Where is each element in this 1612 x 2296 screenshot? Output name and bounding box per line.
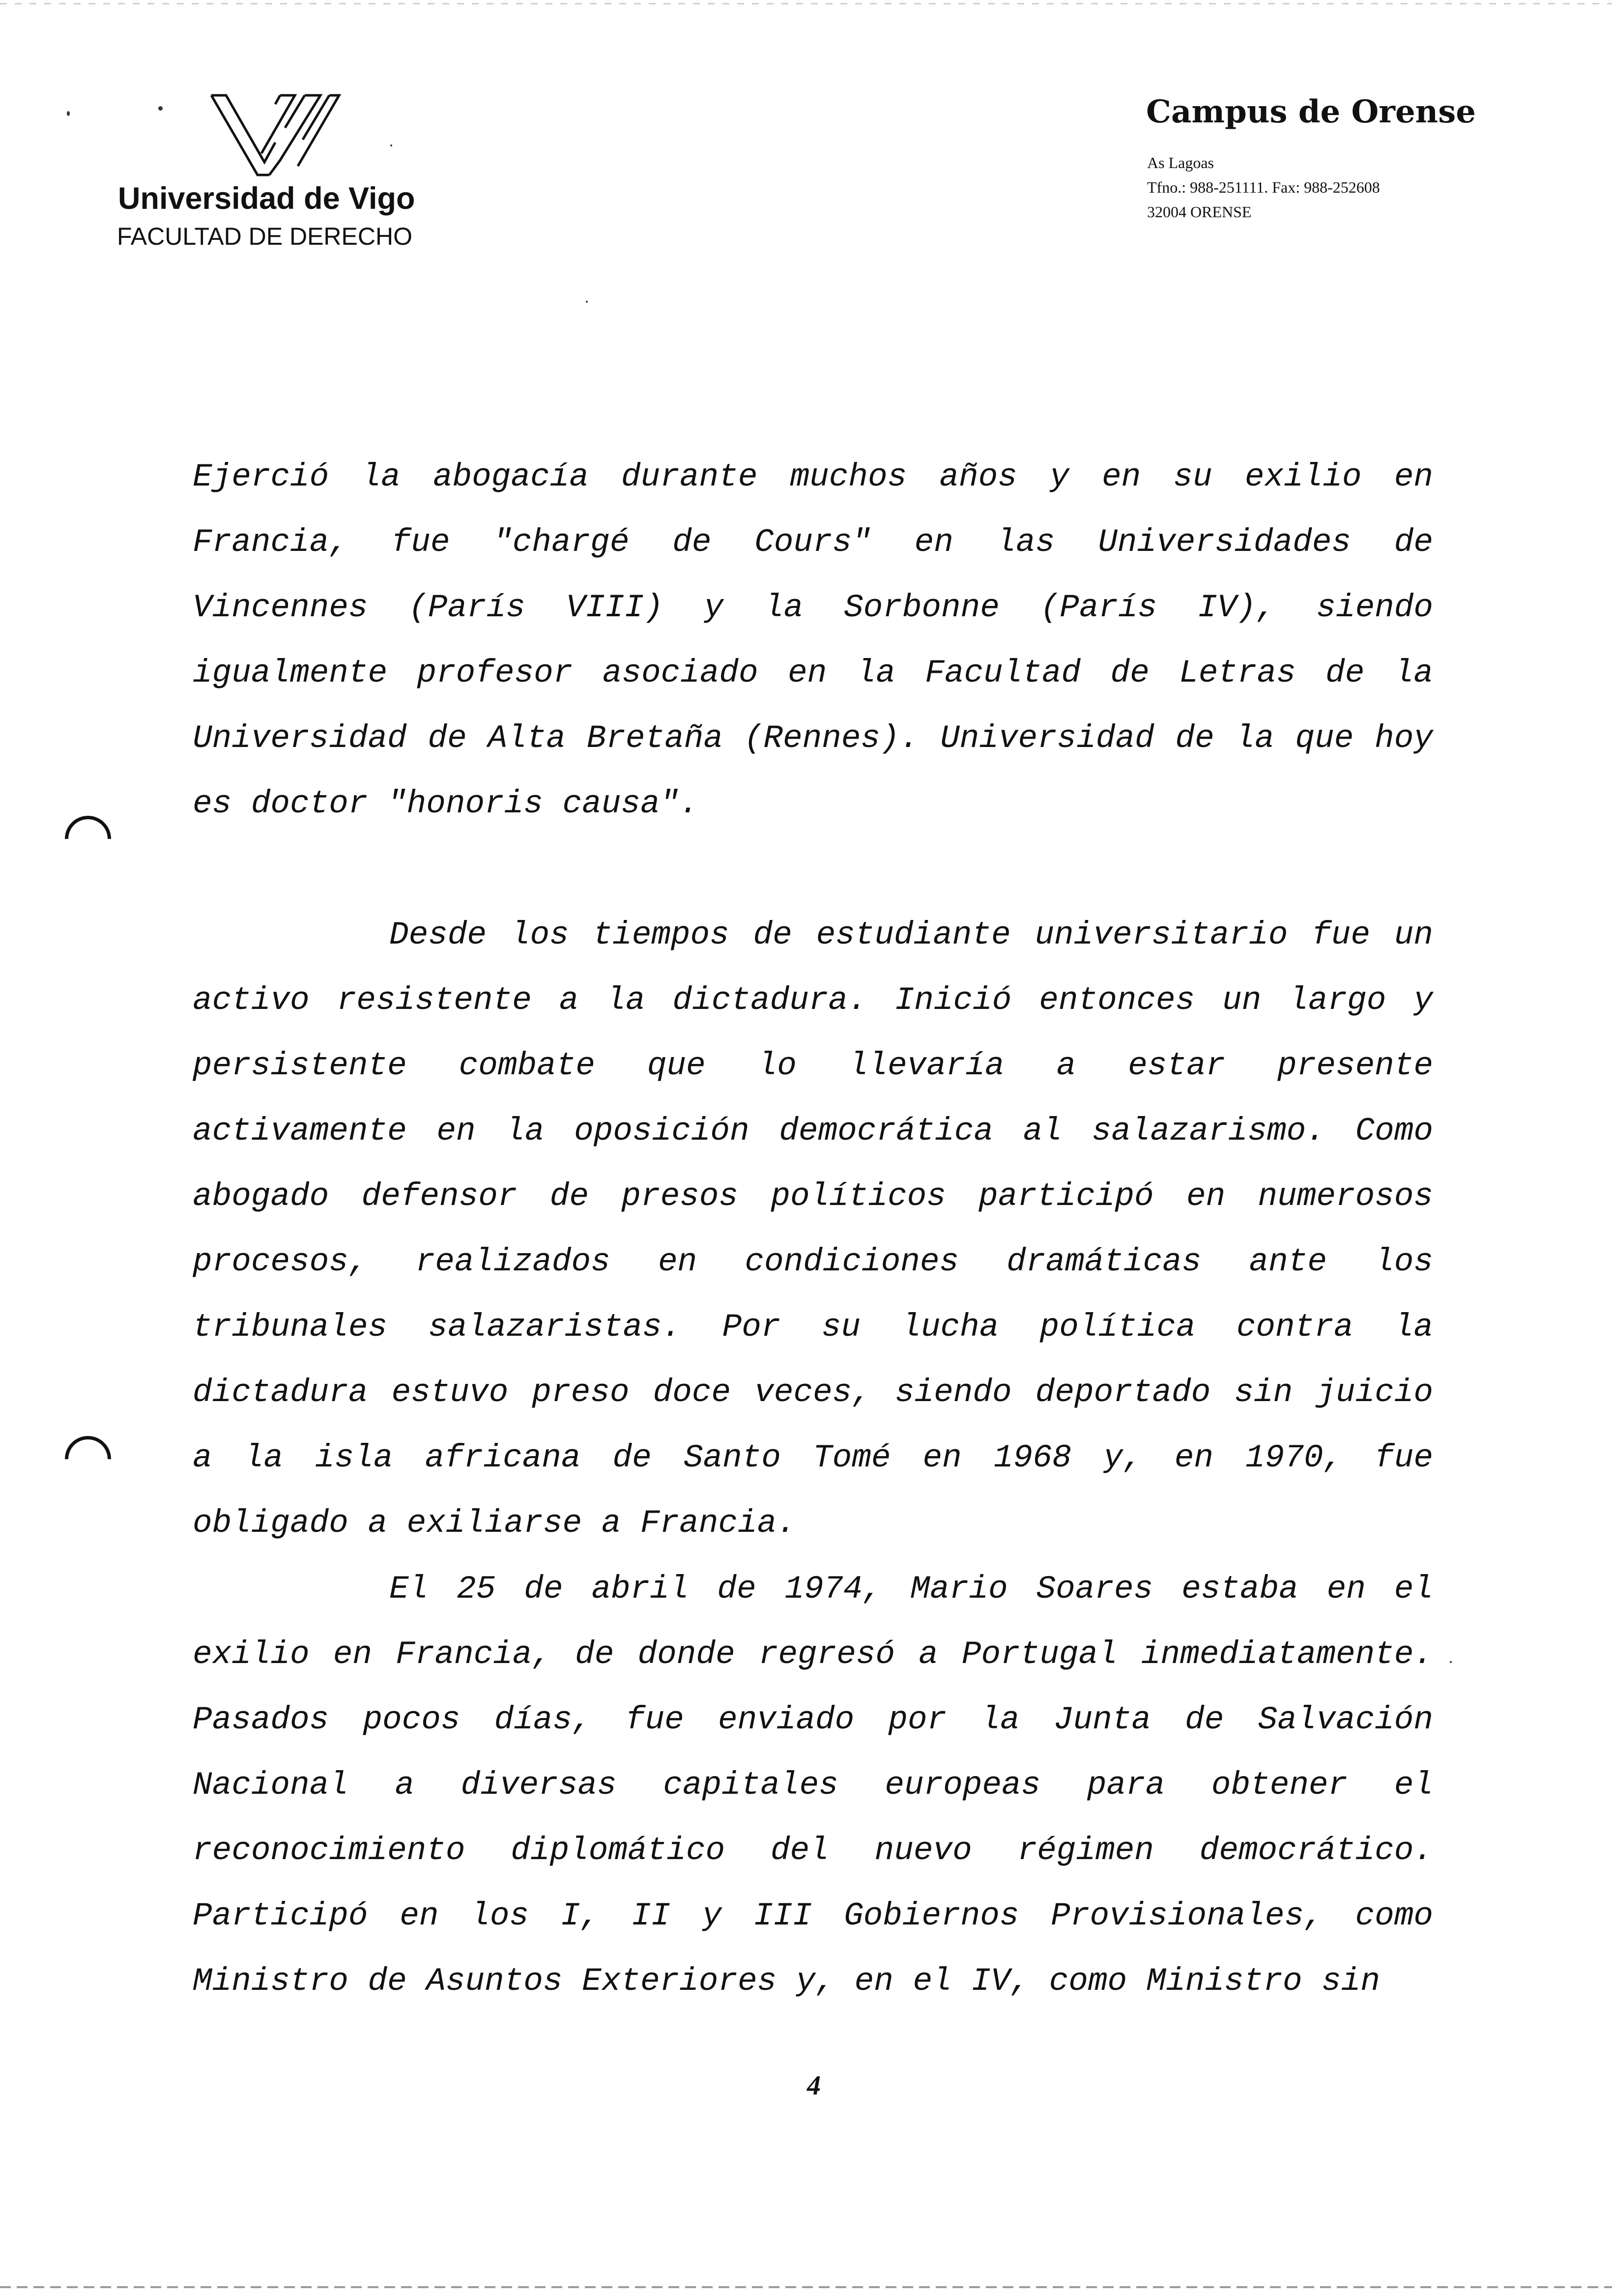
scan-speck: [67, 111, 70, 116]
paragraph-1: Ejerció la abogacía durante muchos años y en su exilio en Francia, fue "chargé de Cours" en las Universidades de Vincennes (París VIII) y la Sorbonne (París IV), siendo igualmente profesor asociado en la Facultad de Letras de la Universidad de Alta Bretaña (Rennes). Universidad de la que hoy es doctor "honoris causa".: [193, 459, 1433, 822]
scan-speck: [158, 106, 163, 111]
university-name: Universidad de Vigo: [118, 181, 415, 216]
university-logo-icon: [206, 88, 344, 177]
paragraph-2: Desde los tiempos de estudiante universitario fue un activo resistente a la dictadura. Inició entonces un largo y persistente combate que lo llevaría a estar presente activamente en la oposición democrática al salazarismo. Como abogado defensor de presos políticos participó en numerosos procesos, realizados en condiciones dramáticas ante los tribunales salazaristas. Por su lucha política contra la dictadura estuvo preso doce veces, siendo deportado sin juicio a la isla africana de Santo Tomé en 1968 y, en 1970, fue obligado a exiliarse a Francia.: [193, 917, 1433, 1542]
scan-edge-top: [0, 3, 1612, 4]
punch-hole-mark: [56, 806, 121, 872]
paragraph-3: El 25 de abril de 1974, Mario Soares estaba en el exilio en Francia, de donde regresó a Portugal inmediatamente. Pasados pocos días, fue enviado por la Junta de Salvación Nacional a diversas capitales europeas para obtener el reconocimiento diplomático del nuevo régimen democrático. Participó en los I, II y III Gobiernos Provisionales, como Ministro de Asuntos Exteriores y, en el IV, como Ministro sin: [193, 1571, 1433, 2000]
campus-address-phone: Tfno.: 988-251111. Fax: 988-252608: [1147, 178, 1380, 196]
page-number: 4: [807, 2070, 821, 2101]
scan-speck: [390, 144, 392, 146]
faculty-name: FACULTAD DE DERECHO: [117, 223, 413, 250]
scan-speck: [1450, 1661, 1452, 1663]
scan-edge-bottom: [0, 2286, 1612, 2288]
campus-address-postal: 32004 ORENSE: [1147, 203, 1252, 221]
campus-title: Campus de Orense: [1146, 93, 1476, 130]
scan-speck: [586, 301, 588, 303]
campus-address-line: As Lagoas: [1147, 154, 1214, 172]
campus-address: [1147, 150, 1380, 224]
punch-hole-mark: [56, 1427, 121, 1492]
